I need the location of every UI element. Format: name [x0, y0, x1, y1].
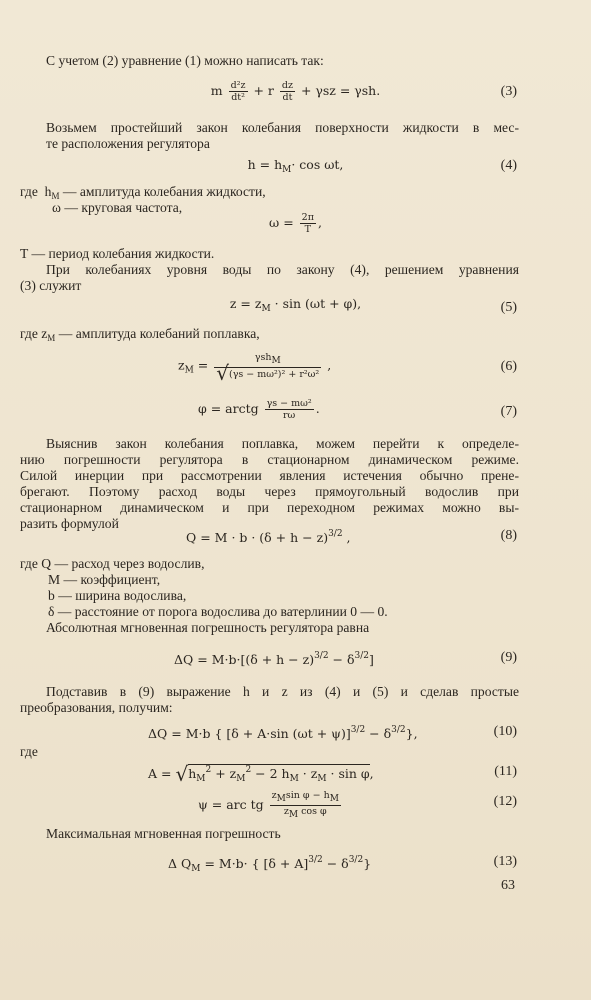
text-line: где — [20, 744, 38, 759]
equation-5: $z = z_M \cdot \sin (\omega t + \varphi)$, — [229, 296, 362, 314]
equation-9: $\Delta Q = M\cdot b\cdot[(\delta + h - z)^{3/2} - \delta^{3/2}]$ — [174, 651, 374, 667]
equation-number: (6) — [500, 359, 517, 374]
equation-8: $Q = M \cdot b \cdot (\delta + h - z)^{3/2}$ , — [186, 529, 351, 545]
text-line: ω — круговая частота, — [52, 200, 183, 215]
text-line: Силой инерции при рассмотрении явления истечения обычно прене- — [20, 468, 519, 483]
equation-number: (12) — [493, 794, 517, 809]
text-line: нию погрешности регулятора в стационарном динамическом режиме. — [20, 452, 519, 467]
text-line: δ — расстояние от порога водослива до ватерлинии 0 — 0. — [48, 604, 388, 619]
text-line: С учетом (2) уравнение (1) можно написать так: — [46, 53, 324, 68]
text-line: T — период колебания жидкости. — [20, 246, 215, 261]
equation-number: (8) — [500, 528, 517, 543]
equation-number: (7) — [500, 404, 517, 419]
text-line: разить формулой — [20, 516, 119, 531]
equation-12: ψ = arc tg $\frac{\text{zMsin φ − hM}}{\text{zM cos φ}}$ — [198, 790, 339, 820]
text-line: Выяснив закон колебания поплавка, можем перейти к определе- — [46, 436, 519, 451]
omega-formula: ω = $\frac{2\pi}{T}$ , — [269, 212, 322, 235]
text-line: M — коэффициент, — [48, 572, 161, 587]
equation-13: Δ $Q_M = M\cdot b\cdot$ { $[\delta + A]^{3/2} - \delta^{3/2}$} — [168, 855, 372, 874]
text-line: где Q — расход через водослив, — [20, 556, 205, 571]
equation-number: (11) — [494, 764, 517, 779]
text-line: При колебаниях уровня воды по закону (4), решением уравнения — [46, 262, 519, 277]
equation-number: (13) — [493, 854, 517, 869]
text-line: где $z_M$ — амплитуда колебаний поплавка, — [20, 326, 260, 343]
equation-10: ΔQ = M·b { [δ + A·sin $(\omega t + \psi)]^{3/2} - \delta^{3/2}$}, — [148, 725, 418, 741]
text-line: Подставив в (9) выражение h и z из (4) и (5) и сделав простые — [46, 684, 519, 699]
equation-number: (10) — [493, 724, 517, 739]
equation-3: m $\frac{\text{d²z}}{\text{dt²}}$ + r $\frac{dz}{dt}$ + γsz = γsh. — [210, 80, 381, 103]
page-number: 63 — [501, 878, 515, 893]
equation-number: (3) — [500, 84, 517, 99]
text-line: брегают. Поэтому расход воды через прямоугольный водослив при — [20, 484, 519, 499]
text-line: (3) служит — [20, 278, 82, 293]
text-line: b — ширина водослива, — [48, 588, 187, 603]
text-line: те расположения регулятора — [46, 136, 210, 151]
equation-number: (5) — [500, 300, 517, 315]
text-line: стационарном динамическом и при переходном режимах можно вы- — [20, 500, 519, 515]
equation-11: $A = √h_M^2 + z_M^2 - 2$ $h_M \cdot z_M \cdot \sin \varphi$, — [148, 762, 374, 786]
text-line: Абсолютная мгновенная погрешность регулятора равна — [46, 620, 370, 635]
text-line: где $h_M$ — амплитуда колебания жидкости, — [20, 184, 266, 201]
text-line: Возьмем простейший закон колебания поверхности жидкости в мес- — [46, 120, 519, 135]
equation-number: (4) — [500, 158, 517, 173]
equation-4: $h = h_M\cdot \cos \omega t$, — [247, 157, 344, 175]
text-line: преобразования, получим: — [20, 700, 173, 715]
equation-number: (9) — [500, 650, 517, 665]
equation-6: $z_M$ = $\frac{\text{γshM}}{\text{√(γs − mω²)² + r²ω²}}$ , — [178, 352, 332, 385]
equation-7: φ = arctg $\frac{\text{γs − mω²}}{r\omega}$ . — [198, 398, 320, 421]
text-line: Максимальная мгновенная погрешность — [46, 826, 281, 841]
